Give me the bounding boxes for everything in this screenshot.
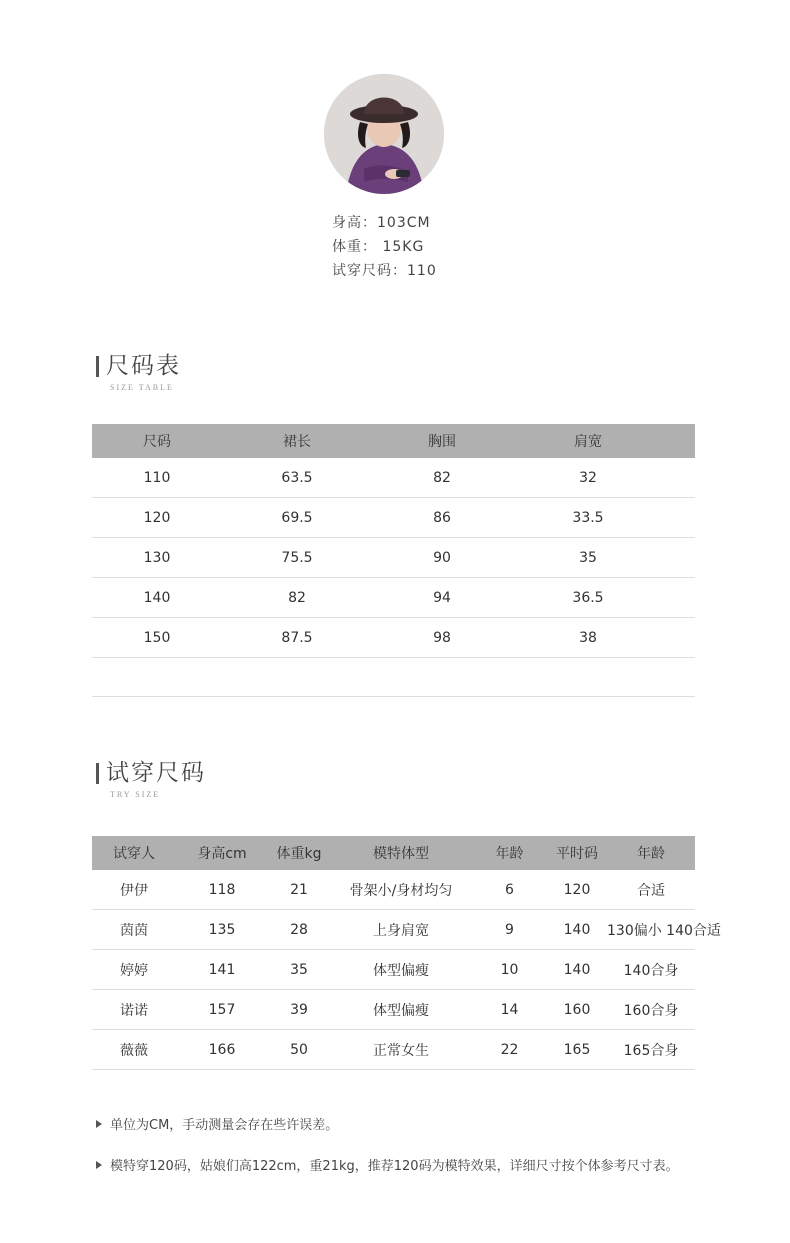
- cell: 薇薇: [92, 1030, 176, 1070]
- cell: 21: [268, 870, 330, 910]
- cell: 正常女生: [330, 1030, 472, 1070]
- cell: 33.5: [512, 498, 664, 538]
- try-size-table: [92, 836, 721, 1070]
- cell: 35: [268, 950, 330, 990]
- try-table-header: [92, 836, 695, 870]
- cell: 14: [472, 990, 547, 1030]
- notes: [96, 1116, 679, 1198]
- model-size: 试穿尺码：110: [332, 263, 437, 279]
- cell: 10: [472, 950, 547, 990]
- cell: 130: [92, 538, 222, 578]
- cell: 140: [547, 950, 607, 990]
- cell: 82: [372, 458, 512, 498]
- triangle-bullet-icon: [96, 1120, 102, 1128]
- header-cell: 胸围: [428, 434, 456, 450]
- header-cell: 肩宽: [574, 434, 602, 450]
- cell: 茵茵: [92, 910, 176, 950]
- table-row: [92, 578, 695, 618]
- cell: 36.5: [512, 578, 664, 618]
- cell: 35: [512, 538, 664, 578]
- header-cell: 体重kg: [276, 846, 322, 862]
- model-info: [332, 211, 437, 283]
- note-text: 模特穿120码，姑娘们高122cm，重21kg，推荐120码为模特效果，详细尺寸按个体参考尺寸表。: [110, 1159, 679, 1174]
- table-row: [92, 990, 695, 1030]
- cell: 50: [268, 1030, 330, 1070]
- cell: 9: [472, 910, 547, 950]
- cell: 140合身: [607, 950, 695, 990]
- cell: 38: [512, 618, 664, 658]
- cell: 141: [176, 950, 268, 990]
- cell-spacer: [664, 618, 695, 658]
- cell-spacer: [664, 538, 695, 578]
- cell: 75.5: [222, 538, 372, 578]
- header-cell: 平时码: [556, 846, 598, 862]
- table-row: [92, 538, 695, 578]
- cell-spacer: [664, 498, 695, 538]
- heading-bar: [96, 763, 99, 784]
- try-size-title: 试穿尺码: [106, 760, 206, 786]
- table-row: [92, 458, 695, 498]
- header-cell: 年龄: [637, 846, 665, 862]
- cell: 32: [512, 458, 664, 498]
- cell: 166: [176, 1030, 268, 1070]
- cell: 6: [472, 870, 547, 910]
- cell: 110: [92, 458, 222, 498]
- note-item: [96, 1157, 679, 1177]
- heading-bar: [96, 356, 99, 377]
- header-cell: 裙长: [283, 434, 311, 450]
- size-table: [92, 424, 695, 658]
- table-row: [92, 910, 695, 950]
- cell: 上身肩宽: [330, 910, 472, 950]
- header-cell: 试穿人: [113, 846, 155, 862]
- header-cell: 身高cm: [197, 846, 247, 862]
- cell: 118: [176, 870, 268, 910]
- cell: 90: [372, 538, 512, 578]
- cell: 诺诺: [92, 990, 176, 1030]
- cell: 160合身: [607, 990, 695, 1030]
- header-cell: 尺码: [143, 434, 171, 450]
- size-table-subtitle: SIZE TABLE: [110, 383, 174, 392]
- cell: 157: [176, 990, 268, 1030]
- cell: 63.5: [222, 458, 372, 498]
- try-size-subtitle: TRY SIZE: [110, 790, 161, 799]
- cell: 140: [92, 578, 222, 618]
- cell: 120: [92, 498, 222, 538]
- cell: 135: [176, 910, 268, 950]
- cell: 39: [268, 990, 330, 1030]
- triangle-bullet-icon: [96, 1161, 102, 1169]
- cell: 婷婷: [92, 950, 176, 990]
- cell: 140: [547, 910, 607, 950]
- cell: 165: [547, 1030, 607, 1070]
- note-text: 单位为CM，手动测量会存在些许误差。: [110, 1118, 339, 1133]
- cell: 体型偏瘦: [330, 990, 472, 1030]
- cell: 130偏小 140合适: [607, 910, 695, 950]
- cell: 骨架小/身材均匀: [330, 870, 472, 910]
- cell: 28: [268, 910, 330, 950]
- note-item: [96, 1116, 679, 1136]
- cell: 69.5: [222, 498, 372, 538]
- header-cell: 模特体型: [373, 846, 429, 862]
- cell: 伊伊: [92, 870, 176, 910]
- cell: 94: [372, 578, 512, 618]
- divider: [92, 696, 695, 697]
- table-row: [92, 950, 695, 990]
- table-row: [92, 498, 695, 538]
- cell: 160: [547, 990, 607, 1030]
- cell: 体型偏瘦: [330, 950, 472, 990]
- cell-spacer: [664, 458, 695, 498]
- table-row: [92, 1030, 695, 1070]
- header-spacer: [664, 424, 695, 458]
- cell: 86: [372, 498, 512, 538]
- cell-spacer: [664, 578, 695, 618]
- header-cell: 年龄: [495, 846, 524, 862]
- model-photo-illustration: [324, 74, 444, 194]
- cell: 82: [222, 578, 372, 618]
- table-row: [92, 618, 695, 658]
- size-table-title: 尺码表: [106, 353, 181, 379]
- model-height: 身高：103CM: [332, 215, 431, 231]
- cell: 87.5: [222, 618, 372, 658]
- model-weight: 体重： 15KG: [332, 239, 425, 255]
- cell: 165合身: [607, 1030, 695, 1070]
- size-table-header: [92, 424, 695, 458]
- cell: 120: [547, 870, 607, 910]
- cell: 22: [472, 1030, 547, 1070]
- table-row: [92, 870, 695, 910]
- cell: 合适: [607, 870, 695, 910]
- model-photo: [324, 74, 444, 194]
- cell: 98: [372, 618, 512, 658]
- cell: 150: [92, 618, 222, 658]
